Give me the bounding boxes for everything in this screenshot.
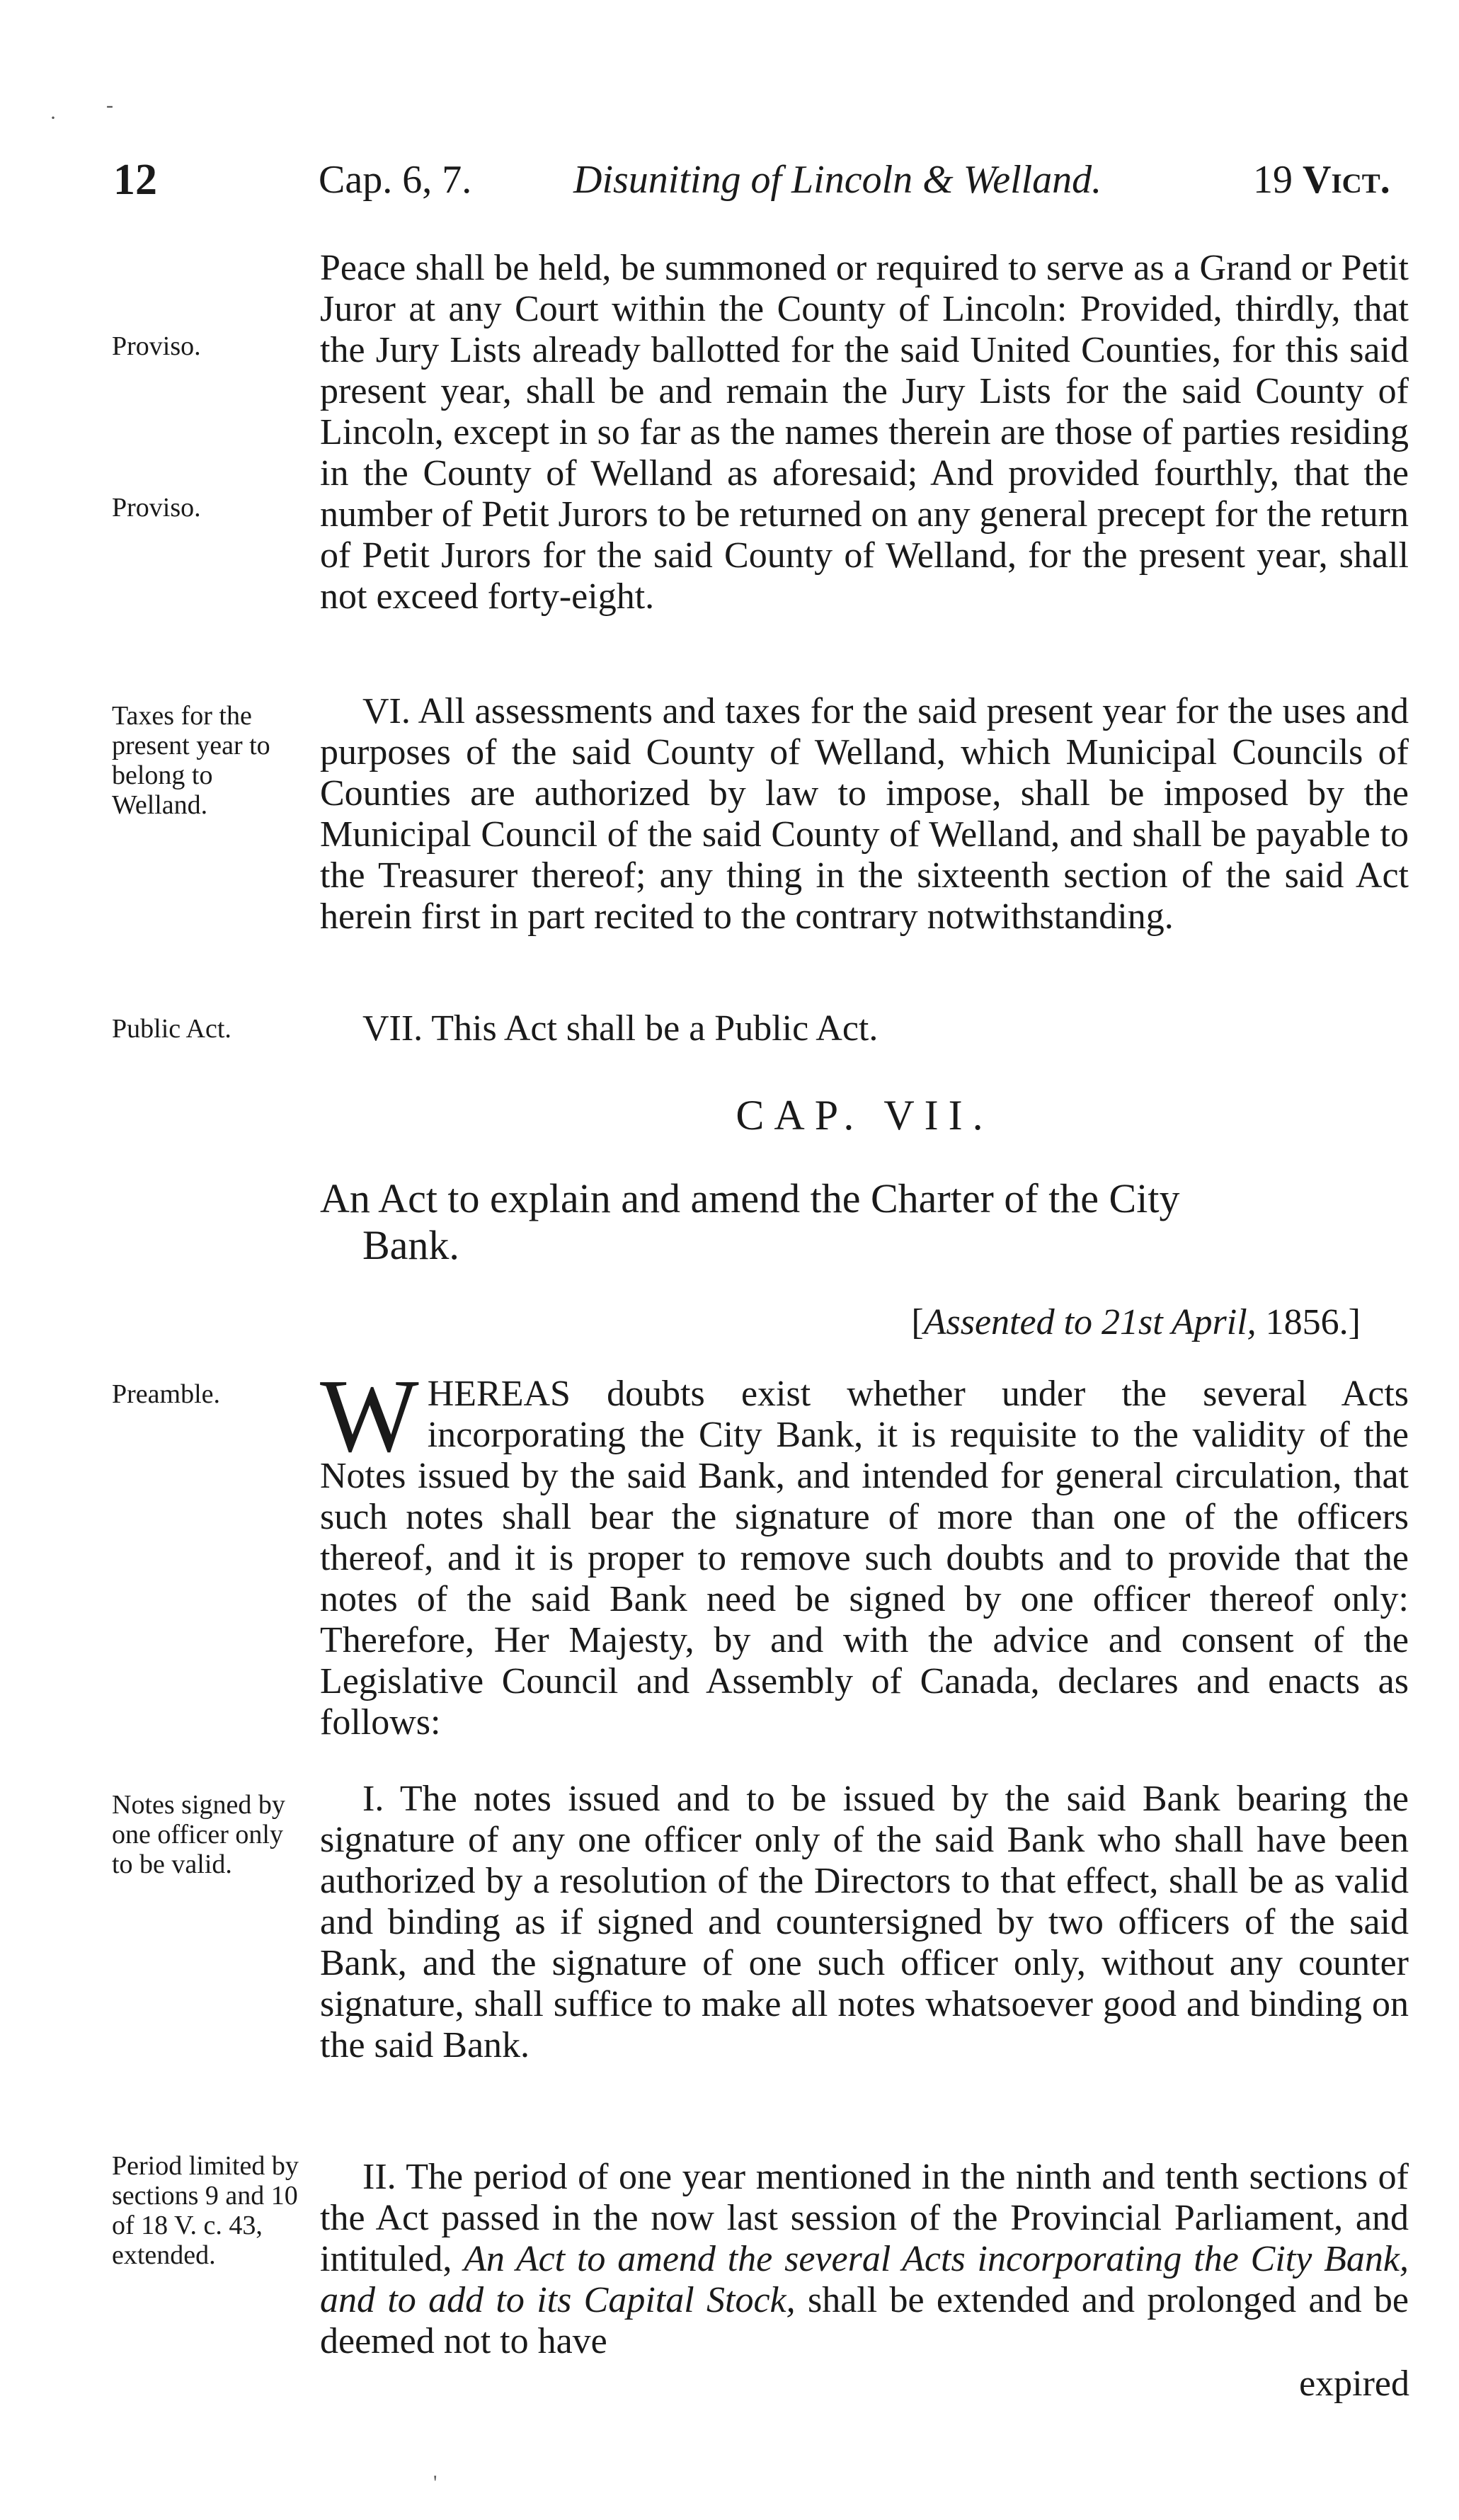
catchword: expired <box>1299 2364 1409 2404</box>
assent-date <box>320 1301 1361 1344</box>
act-title-line-1: An Act to explain and amend the Charter of the City <box>320 1175 1180 1221</box>
paragraph-continuation: Peace shall be held, be summoned or required to serve as a Grand or Petit Juror at any Court within the County of Lincoln: Provided, thirdly, that the Jury Lists already ballotted for the said United Counties, for this said present year, shall be and remain the Jury Lists for the said County of Lincoln, except in so far as the names therein are those of parties residing in the County of Welland as aforesaid; And provided fourthly, that the number of Petit Jurors to be returned on any general precept for the return of Petit Jurors for the said County of Welland, for the present year, shall not exceed forty-eight. <box>320 248 1409 617</box>
margin-note-public-act: Public Act. <box>112 1014 231 1044</box>
page-number: 12 <box>113 156 157 204</box>
margin-note-preamble: Preamble. <box>112 1379 221 1409</box>
paragraph-section-vi: VI. All assessments and taxes for the said present year for the uses and purposes of the said County of Welland, which Municipal Councils of Counties are authorized by law to impose, shall be imposed by the Municipal Council of the said County of Welland, and shall be payable to the Treasurer thereof; any thing in the sixteenth section of the said Act herein first in part recited to the contrary notwithstanding. <box>320 691 1409 937</box>
paragraph-section-vii: VII. This Act shall be a Public Act. <box>362 1008 879 1049</box>
regnal-year-number: 19 <box>1253 158 1293 202</box>
section-v-continuation <box>320 248 1409 617</box>
act-title <box>320 1175 1409 1269</box>
margin-note-proviso-1: Proviso. <box>112 331 201 361</box>
running-title: Disuniting of Lincoln & Welland. <box>573 158 1102 202</box>
margin-note-proviso-2: Proviso. <box>112 493 201 523</box>
chapter-heading: CAP. VII. <box>736 1092 993 1139</box>
scan-speck: - <box>106 93 113 117</box>
section-ii-text-end: shall be extended and prolonged and be deemed not to have <box>320 2280 1409 2361</box>
paragraph-section-ii <box>320 2157 1409 2362</box>
act-title-line-2: Bank. <box>362 1222 459 1268</box>
section-vii <box>320 1008 1409 1049</box>
section-ii <box>320 2157 1409 2362</box>
section-ii-act-title: An Act to amend the several Acts incorporating the City Bank, and to add to its Capital Stock, <box>320 2239 1409 2320</box>
assent-year: 1856.] <box>1256 1302 1361 1342</box>
preamble-body: doubts exist whether under the several Acts incorporating the City Bank, it is requisite to the validity of the Notes issued by the said Bank, and intended for general circulation, that such notes shall bear the signature of more than one of the officers thereof, and it is proper to remove such doubts and to provide that the notes of the said Bank need be signed by one officer thereof only: Therefore, Her Majesty, by and with the advice and consent of the Legislative Council and Assembly of Canada, declares and enacts as follows: <box>320 1374 1409 1743</box>
regnal-year <box>1253 157 1390 203</box>
margin-note-notes-signed: Notes signed by one officer only to be valid. <box>112 1790 285 1879</box>
margin-note-period-limited: Period limited by sections 9 and 10 of 18 V. c. 43, extended. <box>112 2151 299 2270</box>
assent-bracket: [ <box>911 1302 924 1342</box>
preamble-lead: HEREAS <box>427 1374 571 1414</box>
assent-italic: Assented to 21st April, <box>923 1302 1257 1342</box>
scan-speck: · <box>50 106 57 130</box>
preamble-text <box>320 1358 1409 1743</box>
section-vi <box>320 691 1409 937</box>
drop-cap: W <box>320 1358 419 1474</box>
regnal-abbrev: Vict. <box>1303 158 1390 202</box>
scan-speck: ' <box>433 2471 437 2495</box>
margin-note-taxes: Taxes for the present year to belong to Welland. <box>112 701 270 820</box>
paragraph-section-i: I. The notes issued and to be issued by the said Bank bearing the signature of any one officer only of the said Bank who shall have been authorized by a resolution of the Directors to that effect, shall be as valid and binding as if signed and countersigned by two officers of the said Bank, and the signature of one such officer only, without any counter signature, shall suffice to make all notes whatsoever good and binding on the said Bank. <box>320 1779 1409 2065</box>
chapter-reference: Cap. 6, 7. <box>319 158 472 202</box>
section-ii-text: II. The period of one year mentioned in the ninth and tenth sections of the Act passed in the now last session of the Provincial Parliament, and intituled, <box>320 2157 1409 2279</box>
section-i <box>320 1779 1409 2066</box>
preamble <box>320 1358 1409 1743</box>
